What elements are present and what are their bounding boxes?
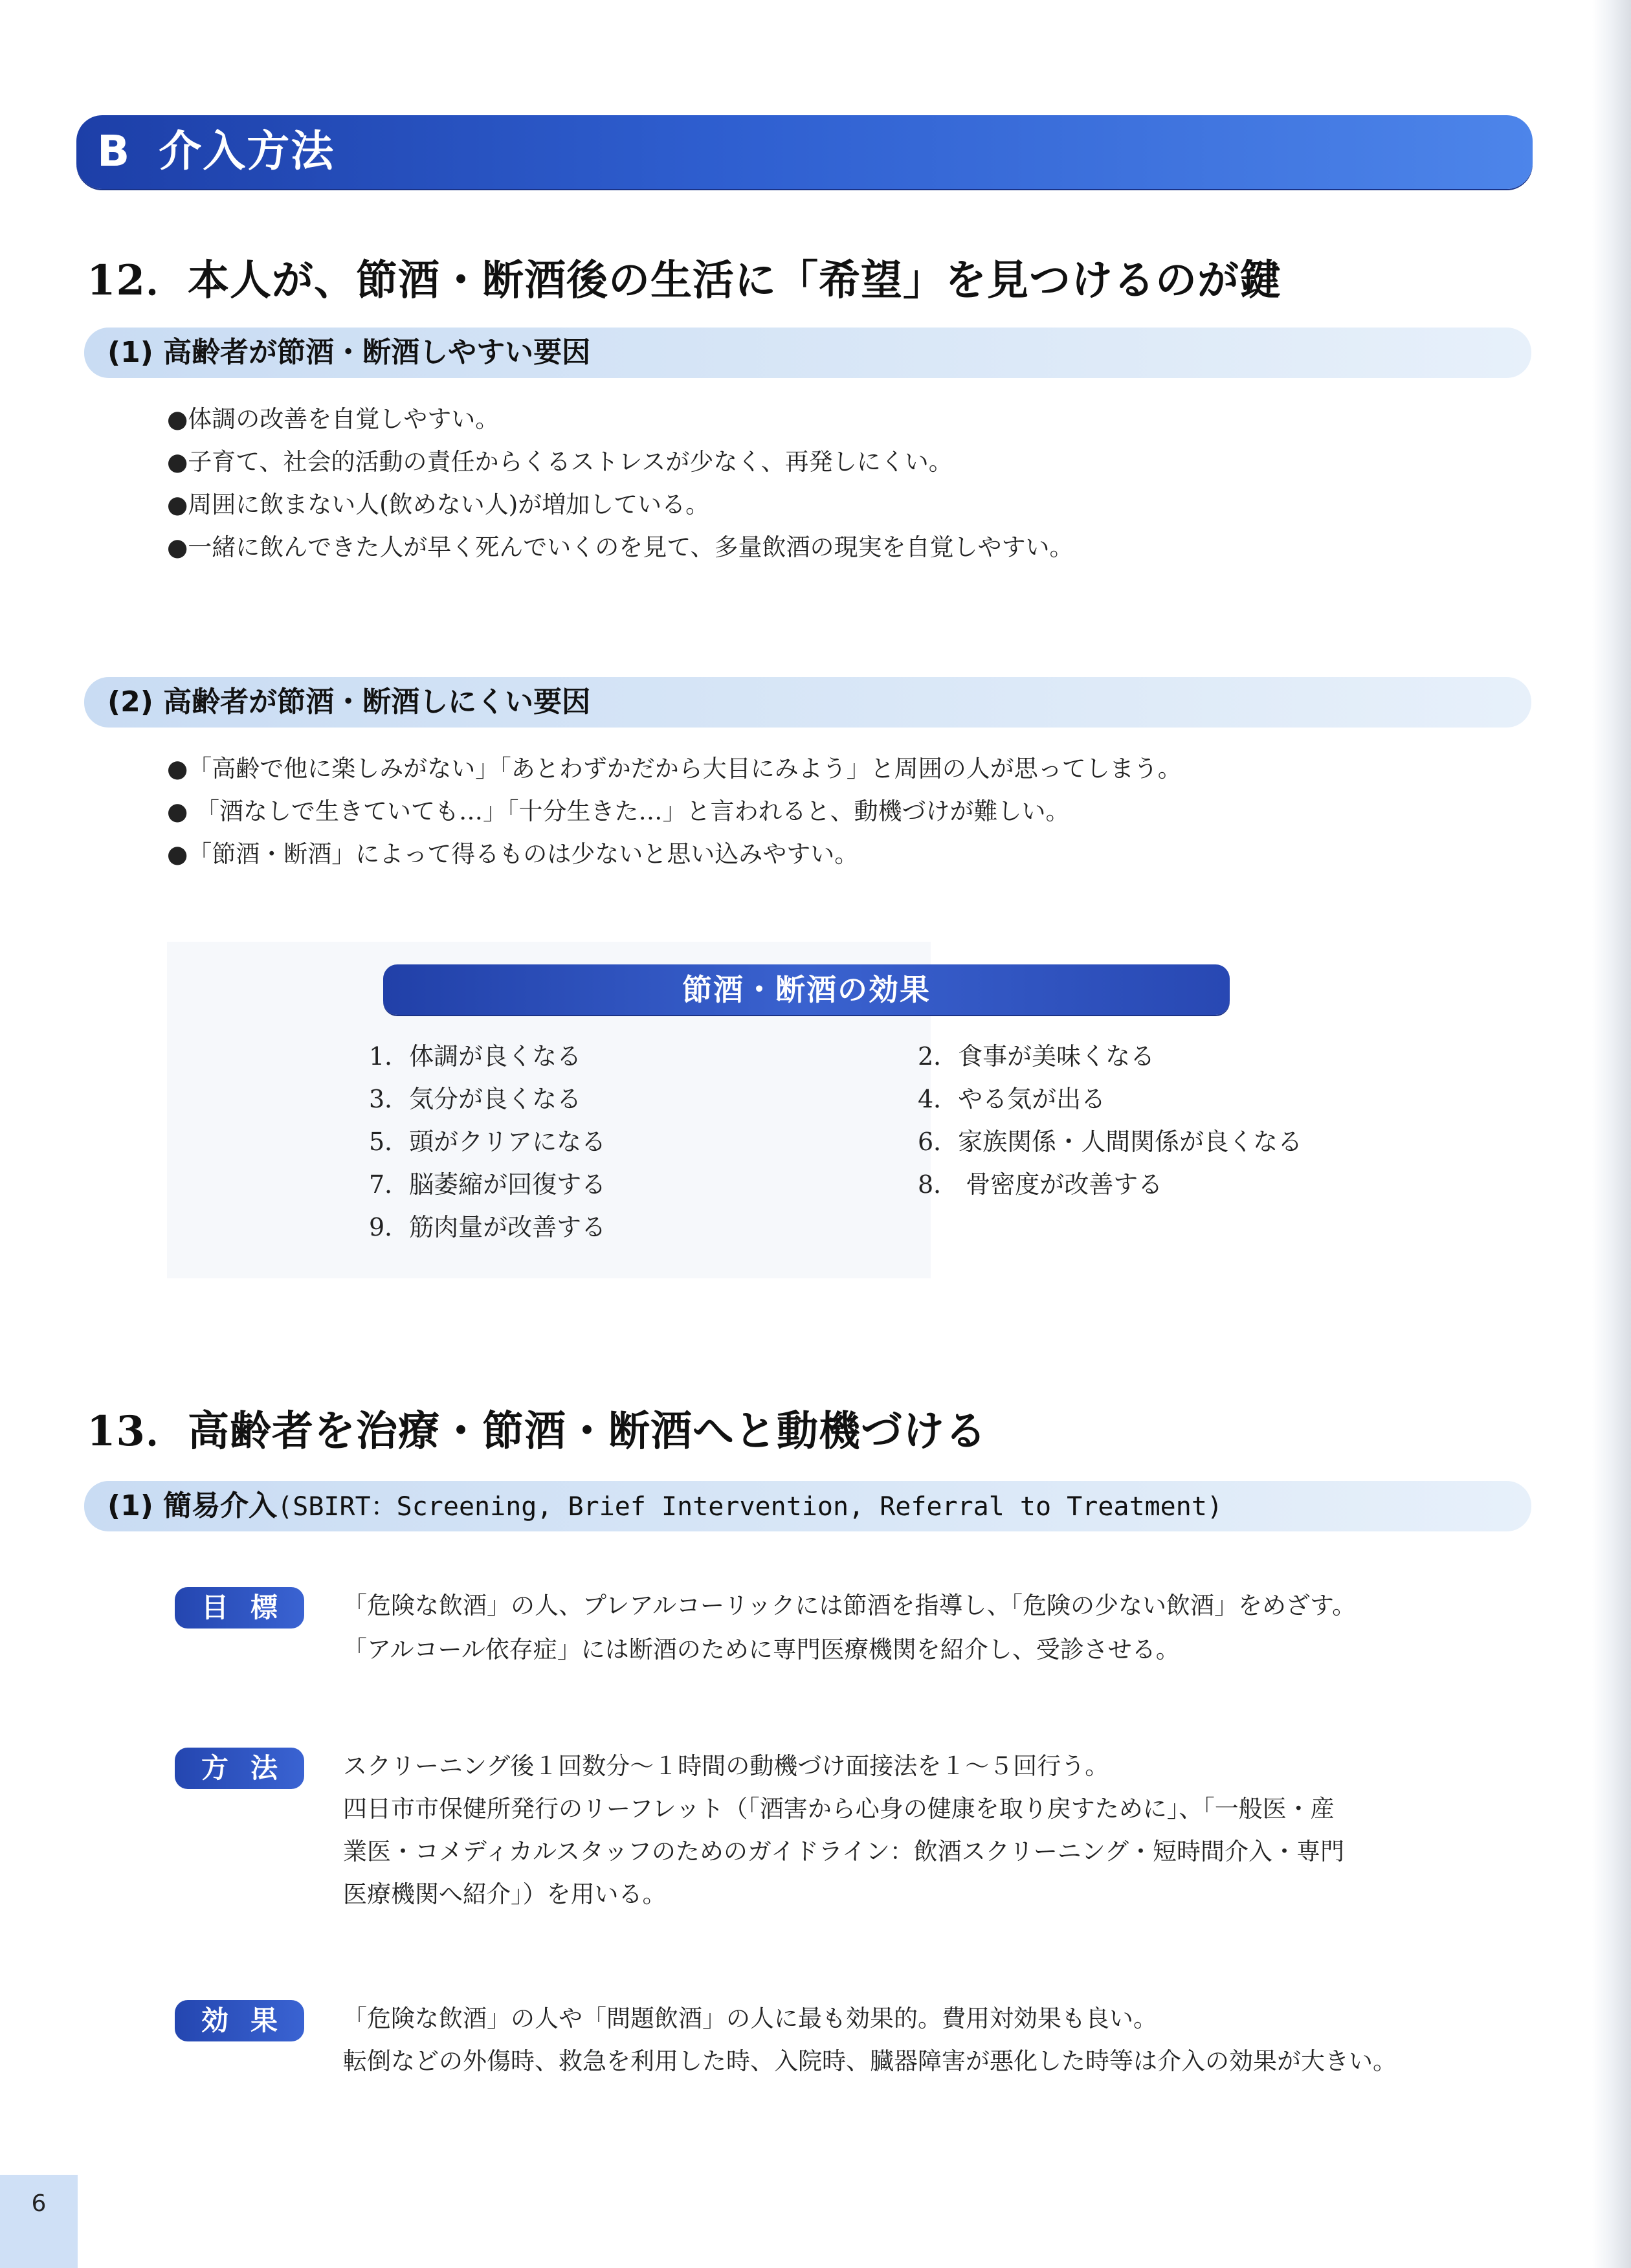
page-number: 6 bbox=[31, 2190, 47, 2217]
effect-line-1: 「危険な飲酒」の人や「問題飲酒」の人に最も効果的。費用対効果も良い。 bbox=[343, 2005, 1157, 2032]
heading-13: 13．高齢者を治療・節酒・断酒へと動機づける bbox=[87, 1407, 988, 1456]
effect-item-5: 5．頭がクリアになる bbox=[369, 1128, 606, 1156]
effect-item-8: 8． 骨密度が改善する bbox=[918, 1170, 1163, 1199]
effect-label: 効果 bbox=[175, 2000, 304, 2041]
method-label: 方法 bbox=[175, 1748, 304, 1789]
goal-label: 目標 bbox=[175, 1587, 304, 1629]
subheading-12-2: (2) 高齢者が節酒・断酒しにくい要因 bbox=[107, 685, 591, 718]
section-letter: B bbox=[97, 126, 131, 176]
subheading-13-1-title: (1) 簡易介入 bbox=[107, 1489, 278, 1522]
bullet-12-2-2: ● 「酒なしで生きていても…」「十分生きた…」と言われると、動機づけが難しい。 bbox=[167, 797, 1070, 825]
effect-item-9: 9．筋肉量が改善する bbox=[369, 1213, 606, 1241]
bullet-12-1-2: ●子育て、社会的活動の責任からくるストレスが少なく、再発しにくい。 bbox=[167, 448, 953, 476]
bullet-12-2-3: ●「節酒・断酒」によって得るものは少ないと思い込みやすい。 bbox=[167, 840, 859, 868]
subheading-13-1-sbirt: (SBIRT：Screening, Brief Intervention, Referral to Treatment) bbox=[277, 1492, 1223, 1522]
effect-item-1: 1．体調が良くなる bbox=[369, 1042, 582, 1071]
method-line-2: 四日市市保健所発行のリーフレット（「酒害から心身の健康を取り戻すために」、「一般医・産 bbox=[343, 1795, 1335, 1823]
effect-item-6: 6．家族関係・人間関係が良くなる bbox=[918, 1128, 1303, 1156]
method-line-3: 業医・コメディカルスタッフのためのガイドライン：飲酒スクリーニング・短時間介入・専門 bbox=[343, 1838, 1344, 1865]
section-title: 介入方法 bbox=[159, 126, 335, 176]
subheading-12-1: (1) 高齢者が節酒・断酒しやすい要因 bbox=[107, 336, 591, 369]
method-line-1: スクリーニング後１回数分～１時間の動機づけ面接法を１～５回行う。 bbox=[343, 1752, 1109, 1780]
effect-item-3: 3．気分が良くなる bbox=[369, 1085, 582, 1113]
page-edge-shadow bbox=[1592, 0, 1631, 2268]
subheading-13-1 bbox=[107, 1481, 1223, 1531]
heading-12: 12．本人が、節酒・断酒後の生活に「希望」を見つけるのが鍵 bbox=[87, 256, 1282, 305]
bullet-12-1-4: ●一緒に飲んできた人が早く死んでいくのを見て、多量飲酒の現実を自覚しやすい。 bbox=[167, 533, 1074, 561]
effect-item-2: 2．食事が美味くなる bbox=[918, 1042, 1155, 1071]
effect-item-7: 7．脳萎縮が回復する bbox=[369, 1170, 606, 1199]
method-line-4: 医療機関へ紹介」）を用いる。 bbox=[343, 1880, 667, 1908]
bullet-12-2-1: ●「高齢で他に楽しみがない」「あとわずかだから大目にみよう」と周囲の人が思ってしまう。 bbox=[167, 755, 1182, 783]
goal-line-2: 「アルコール依存症」には断酒のために専門医療機関を紹介し、受診させる。 bbox=[343, 1636, 1180, 1663]
section-banner-title bbox=[97, 126, 335, 177]
goal-line-1: 「危険な飲酒」の人、プレアルコーリックには節酒を指導し、「危険の少ない飲酒」をめざす。 bbox=[343, 1592, 1357, 1619]
effects-title: 節酒・断酒の効果 bbox=[682, 972, 931, 1007]
bullet-12-1-3: ●周囲に飲まない人(飲めない人)が増加している。 bbox=[167, 491, 710, 518]
effect-line-2: 転倒などの外傷時、救急を利用した時、入院時、臓器障害が悪化した時等は介入の効果が大きい。 bbox=[343, 2047, 1397, 2075]
bullet-12-1-1: ●体調の改善を自覚しやすい。 bbox=[167, 405, 500, 433]
effect-item-4: 4．やる気が出る bbox=[918, 1085, 1106, 1113]
